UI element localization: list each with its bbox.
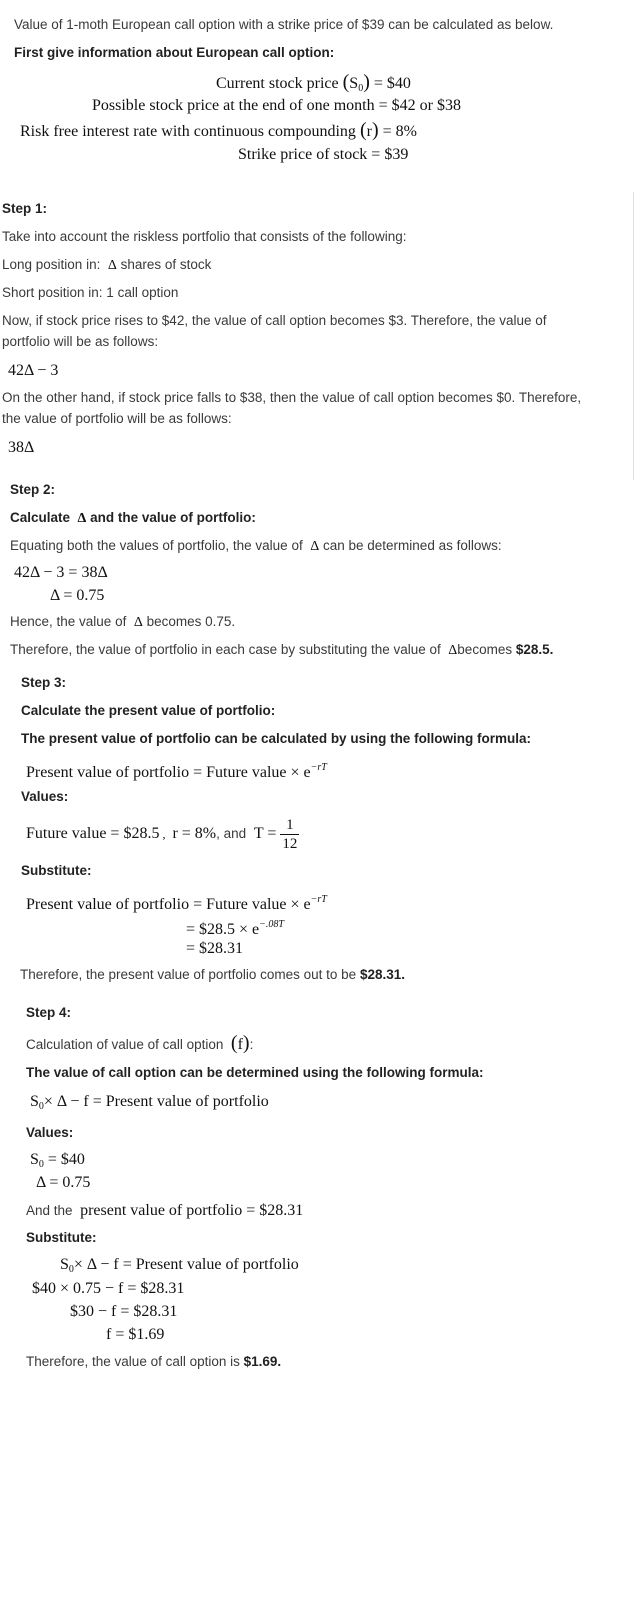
step4-value-pv: And the present value of portfolio = $28.31 bbox=[26, 1202, 304, 1219]
eq-current-price: Current stock price $(S_0)$ = $40 bbox=[216, 71, 411, 94]
step4-conclusion: Therefore, the value of call option is $1.69. bbox=[26, 1354, 282, 1369]
step4-values-label: Values: bbox=[26, 1125, 74, 1140]
step4-formula-heading: The value of call option can be determined using the following formula: bbox=[26, 1065, 484, 1080]
eq-possible-price: Possible stock price at the end of one month = $42 or $38 bbox=[92, 97, 461, 114]
step3-subst-line3: = $28.31 bbox=[186, 940, 244, 957]
step4-p1: Calculation of value of call option (f): bbox=[26, 1032, 254, 1054]
step4-subst-line1: $S_0\times \Delta - f$ = Present value of portfolio bbox=[60, 1256, 299, 1275]
step1-p3-line2: the value of portfolio will be as follows: bbox=[2, 411, 232, 426]
step1-eq-down: 38Δ bbox=[8, 439, 35, 456]
step4-subst-line2: $40 × 0.75 − f = $28.31 bbox=[32, 1280, 185, 1297]
step2-p1: Equating both the values of portfolio, the value of Δ can be determined as follows: bbox=[10, 538, 502, 554]
step1-p3-line1: On the other hand, if stock price falls to $38, then the value of call option becomes $0. Therefore, bbox=[2, 390, 582, 405]
step3-subtitle: Calculate the present value of portfolio: bbox=[21, 703, 276, 718]
step4-value-delta: Δ = 0.75 bbox=[36, 1174, 91, 1191]
eq-strike-price: Strike price of stock = $39 bbox=[238, 146, 409, 163]
step4-title: Step 4: bbox=[26, 1005, 72, 1020]
step1-long: Long position in: Δ shares of stock bbox=[2, 257, 212, 273]
step2-eq1: 42Δ − 3 = 38Δ bbox=[14, 564, 108, 581]
step1-eq-up: 42Δ − 3 bbox=[8, 362, 59, 379]
step1-p2-line2: portfolio will be as follows: bbox=[2, 334, 159, 349]
step2-subtitle: Calculate Δ and the value of portfolio: bbox=[10, 510, 256, 526]
step2-p2: Hence, the value of Δ becomes 0.75. bbox=[10, 614, 236, 630]
step4-substitute-label: Substitute: bbox=[26, 1230, 97, 1245]
step4-value-s0: $S_0$ = $40 bbox=[30, 1151, 85, 1170]
step4-subst-line4: f = $1.69 bbox=[106, 1326, 165, 1343]
intro-heading: First give information about European call option: bbox=[14, 45, 335, 60]
step3-formula-heading: The present value of portfolio can be calculated by using the following formula: bbox=[21, 731, 532, 746]
step4-formula: $S_0\times \Delta - f$ = Present value of portfolio bbox=[30, 1093, 269, 1112]
step1-title: Step 1: bbox=[2, 201, 48, 216]
step3-title: Step 3: bbox=[21, 675, 67, 690]
step3-values-label: Values: bbox=[21, 789, 69, 804]
divider-line bbox=[633, 192, 634, 480]
step3-subst-line2: = $28.5 × $e^{-.08T}$ bbox=[186, 919, 284, 938]
step3-values: Future value = $28.5 , r = 8%, and T = $\frac{1}{12}$ bbox=[26, 816, 298, 852]
step4-subst-line3: $30 − f = $28.31 bbox=[70, 1303, 178, 1320]
step3-conclusion: Therefore, the present value of portfolio comes out to be $28.31. bbox=[20, 967, 406, 982]
step3-substitute-label: Substitute: bbox=[21, 863, 92, 878]
step3-subst-line1: Present value of portfolio = Future value × $e^{-rT}$ bbox=[26, 894, 327, 913]
step2-p3: Therefore, the value of portfolio in each case by substituting the value of Δbecomes $28.5. bbox=[10, 642, 554, 658]
step2-title: Step 2: bbox=[10, 482, 56, 497]
step1-p1: Take into account the riskless portfolio that consists of the following: bbox=[2, 229, 407, 244]
eq-interest-rate: Risk free interest rate with continuous compounding (r) = 8% bbox=[20, 119, 417, 141]
intro-line: Value of 1-moth European call option with a strike price of $39 can be calculated as below. bbox=[14, 17, 554, 32]
step2-eq2: Δ = 0.75 bbox=[50, 587, 105, 604]
step1-short: Short position in: 1 call option bbox=[2, 285, 179, 300]
step1-p2-line1: Now, if stock price rises to $42, the value of call option becomes $3. Therefore, the value of bbox=[2, 313, 547, 328]
step3-formula: Present value of portfolio = Future value × $e^{-rT}$ bbox=[26, 762, 327, 781]
